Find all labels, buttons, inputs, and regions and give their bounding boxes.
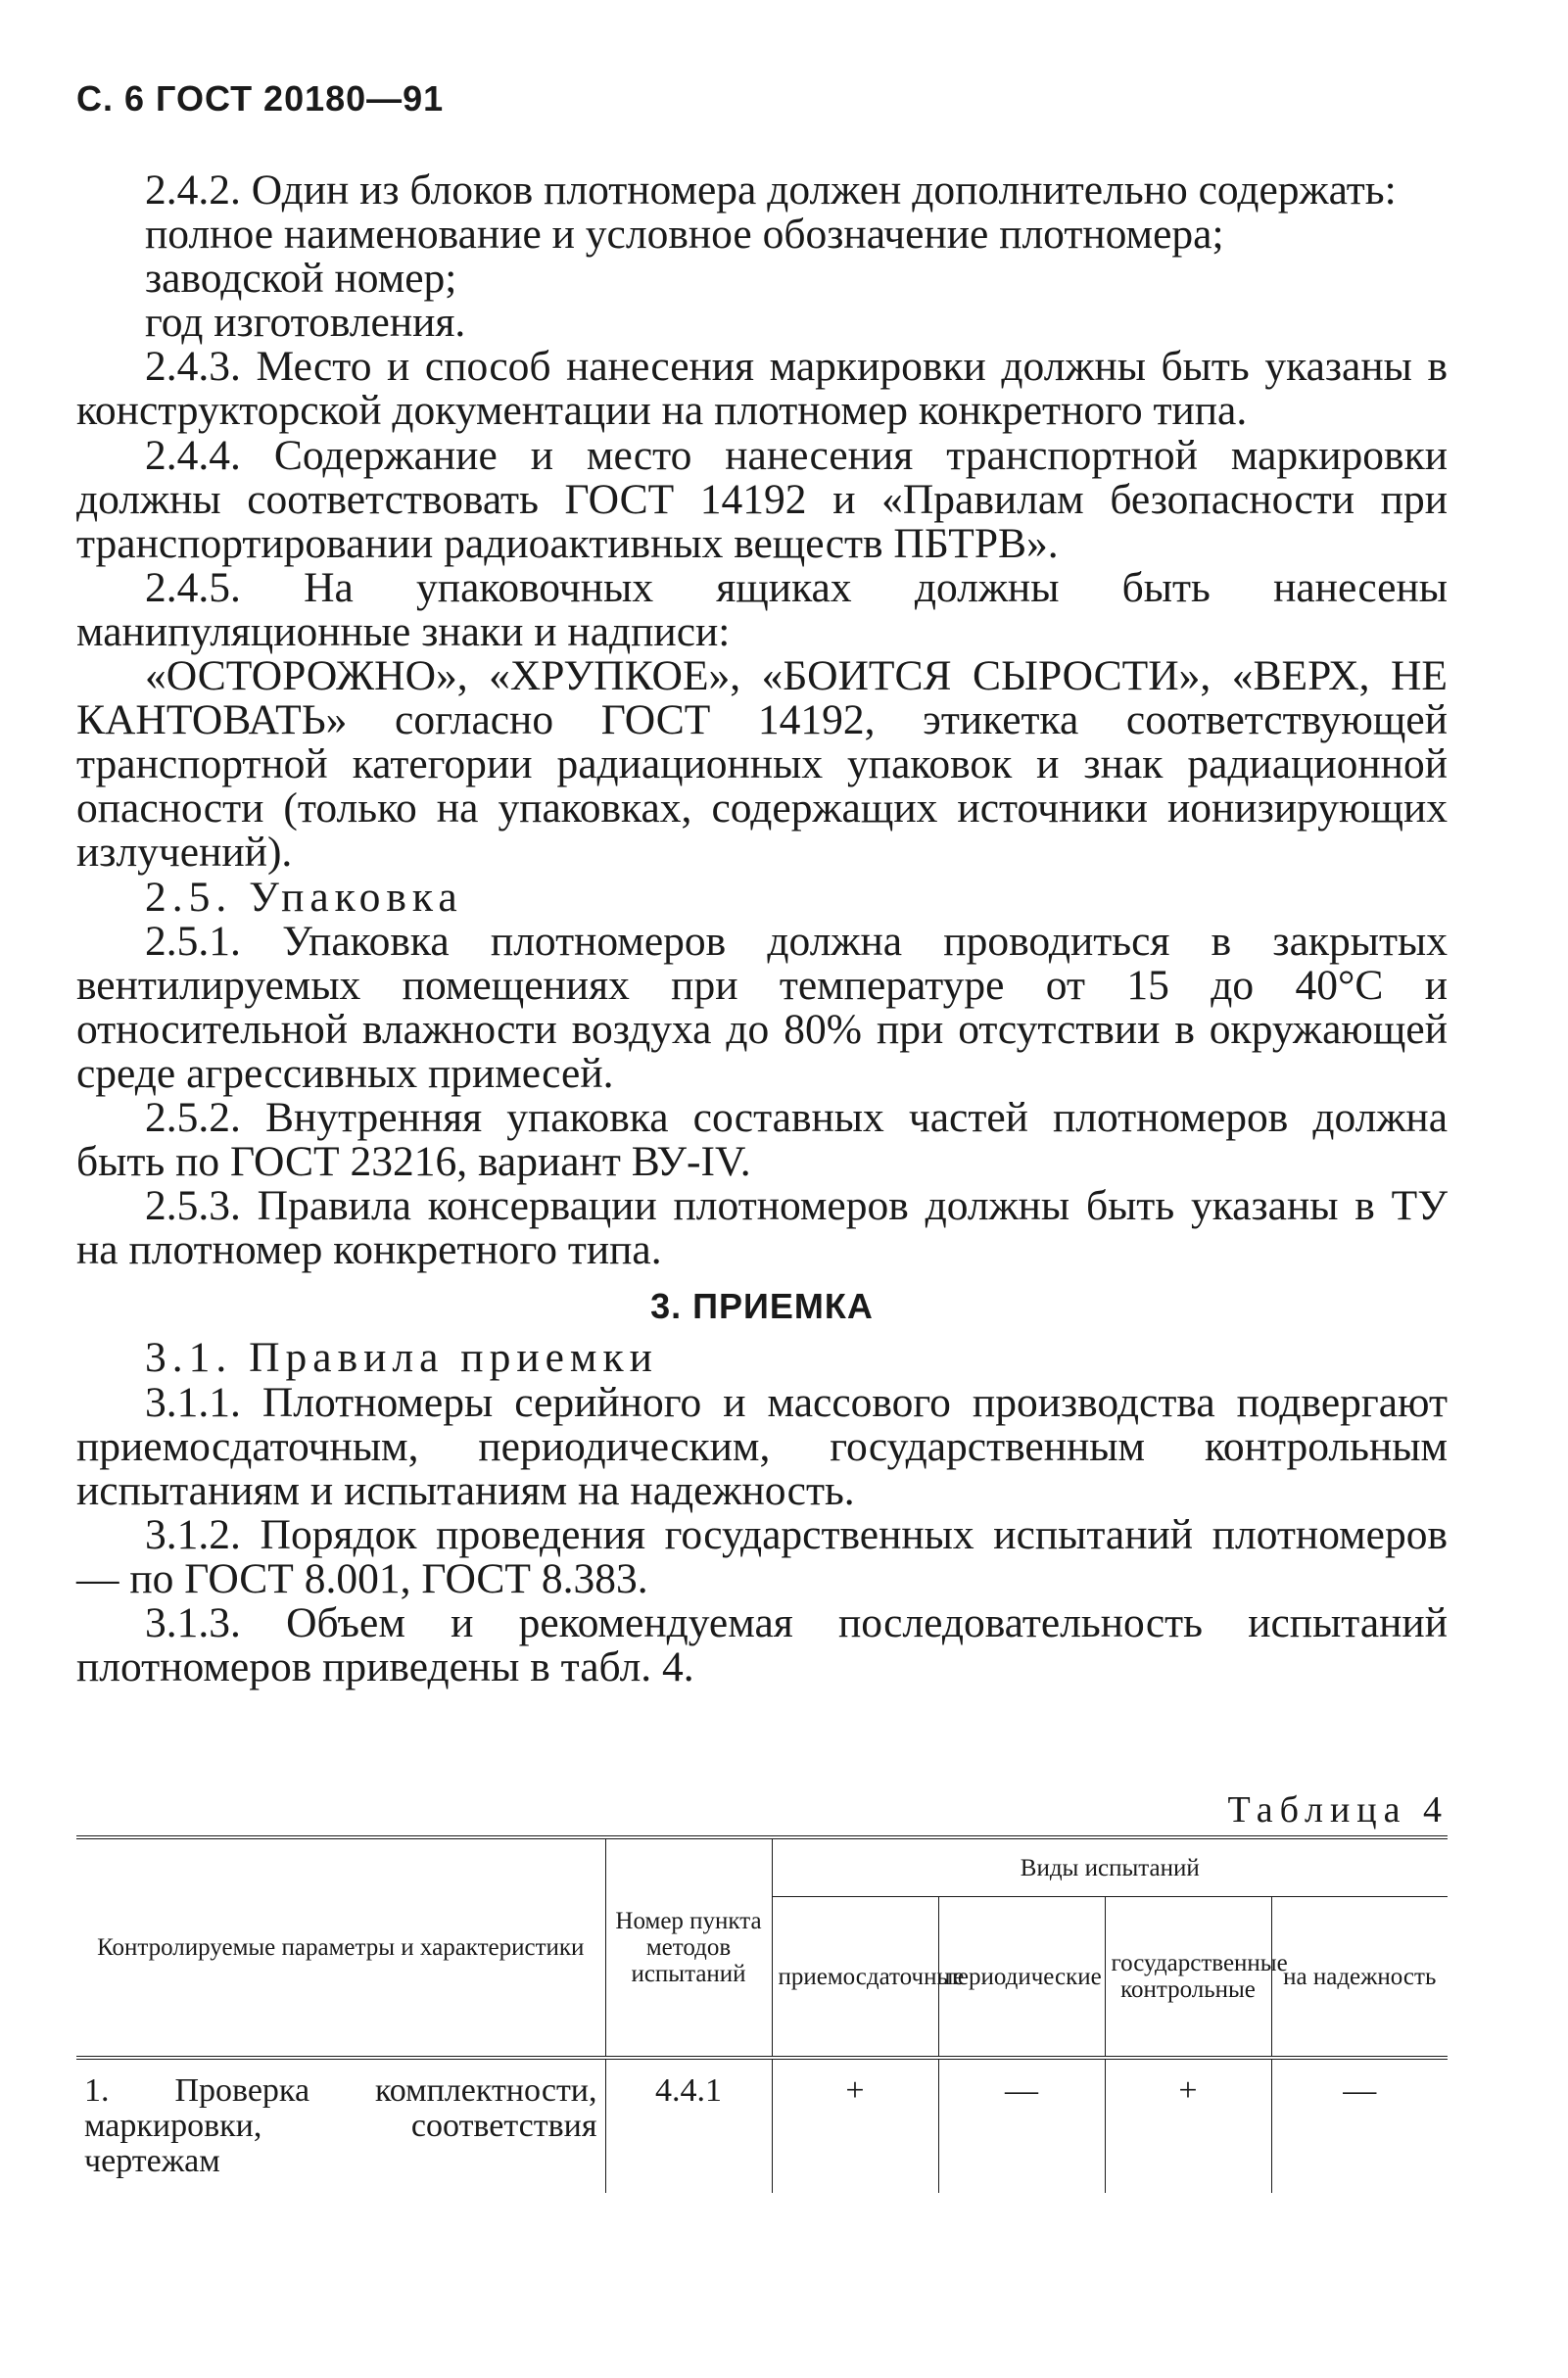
list-item-year: год изготовления. — [145, 299, 466, 347]
header-state-control: государственные контрольные — [1105, 1897, 1271, 2059]
cell-reliability: — — [1271, 2058, 1448, 2193]
header-reliability: на надежность — [1271, 1897, 1448, 2059]
paragraph-3-1-3: 3.1.3. Объем и рекомендуемая последовательность испытаний плотномеров приведены в табл. 4. — [76, 1599, 1448, 1691]
body-text — [76, 168, 1448, 1689]
paragraph-2-4-2: 2.4.2. Один из блоков плотномера должен дополнительно содержать: — [145, 166, 1397, 214]
paragraph-2-5-1: 2.5.1. Упаковка плотномеров должна проводиться в закрытых вентилируемых помещениях при температуре от 15 до 40°С и относительной влажности воздуха до 80% при отсутствии в окружающей среде агрессивных примесей. — [76, 917, 1448, 1097]
cell-method: 4.4.1 — [605, 2058, 772, 2193]
header-test-types: Виды испытаний — [772, 1837, 1448, 1897]
paragraph-2-4-3: 2.4.3. Место и способ нанесения маркировки должны быть указаны в конструкторской документации на плотномер конкретного типа. — [76, 343, 1448, 435]
paragraph-signs: «ОСТОРОЖНО», «ХРУПКОЕ», «БОИТСЯ СЫРОСТИ», «ВЕРХ, НЕ КАНТОВАТЬ» согласно ГОСТ 14192, этикетка соответствующей транспортной категории радиационных упаковок и знак радиационной опасности (только на упаковках, содержащих источники ионизирующих излучений). — [76, 652, 1448, 877]
cell-param: 1. Проверка комплектности, маркировки, соответствия чертежам — [84, 2072, 597, 2179]
tests-table — [76, 1835, 1448, 2193]
subsection-3-1: 3.1. Правила приемки — [145, 1334, 658, 1382]
table-caption: Таблица 4 — [1227, 1789, 1449, 1831]
section-title-acceptance: 3. ПРИЕМКА — [650, 1286, 874, 1327]
table-row — [76, 2058, 1448, 2193]
paragraph-3-1-1: 3.1.1. Плотномеры серийного и массового производства подвергают приемосдаточным, периодическим, государственным контрольным испытаниям и испытаниям на надежность. — [76, 1378, 1448, 1514]
header-param: Контролируемые параметры и характеристики — [76, 1837, 605, 2058]
paragraph-2-4-4: 2.4.4. Содержание и место нанесения транспортной маркировки должны соответствовать ГОСТ 14192 и «Правилам безопасности при транспортировании радиоактивных веществ ПБТРВ». — [76, 431, 1448, 567]
paragraph-2-5-2: 2.5.2. Внутренняя упаковка составных частей плотномеров должна быть по ГОСТ 23216, вариант ВУ-IV. — [76, 1093, 1448, 1186]
cell-state-control: + — [1105, 2058, 1271, 2193]
list-item-serial-number: заводской номер; — [145, 255, 457, 303]
paragraph-3-1-2: 3.1.2. Порядок проведения государственных испытаний плотномеров — по ГОСТ 8.001, ГОСТ 8.383. — [76, 1510, 1448, 1602]
paragraph-2-5-3: 2.5.3. Правила консервации плотномеров должны быть указаны в ТУ на плотномер конкретного типа. — [76, 1182, 1448, 1274]
header-method: Номер пункта методов испытаний — [605, 1837, 772, 2058]
cell-acceptance: + — [772, 2058, 938, 2193]
header-acceptance: приемосдаточные — [772, 1897, 938, 2059]
page-header: С. 6 ГОСТ 20180—91 — [76, 78, 445, 119]
header-periodic: периодические — [938, 1897, 1105, 2059]
subsection-2-5: 2.5. Упаковка — [145, 873, 463, 921]
paragraph-2-4-5: 2.4.5. На упаковочных ящиках должны быть нанесены манипуляционные знаки и надписи: — [76, 563, 1448, 655]
cell-periodic: — — [938, 2058, 1105, 2193]
list-item-full-name: полное наименование и условное обозначение плотномера; — [145, 211, 1224, 259]
